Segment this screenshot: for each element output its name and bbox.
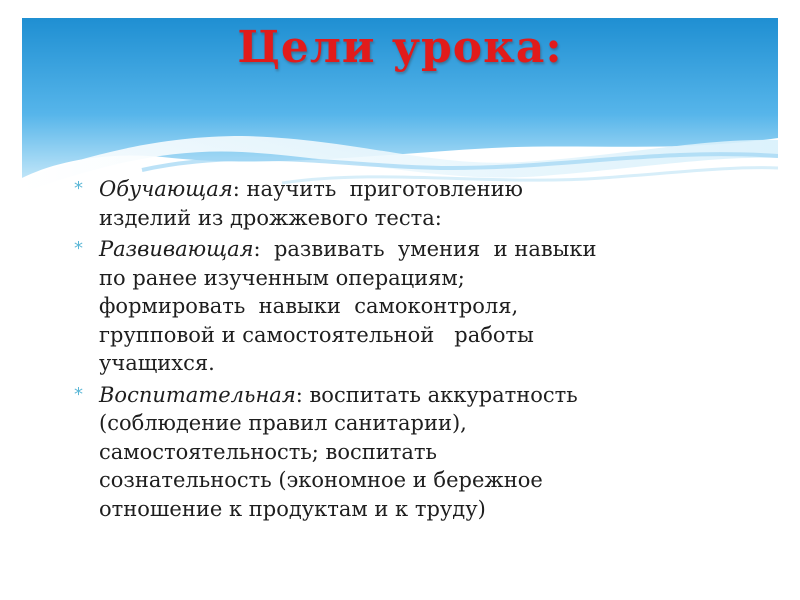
goal-teaching: [74, 175, 724, 232]
goal-developing-type: Развивающая: [99, 237, 254, 261]
goal-developing-line-1: [99, 235, 724, 264]
slide-title: Цели урока:: [237, 22, 563, 73]
goal-educational-line-4: сознательность (экономное и бережное: [99, 468, 543, 492]
goal-teaching-line-2: изделий из дрожжевого теста:: [99, 205, 442, 230]
goal-educational-line-3: самостоятельность; воспитать: [99, 439, 437, 464]
goal-educational-text-1: : воспитать аккуратность: [295, 382, 578, 407]
goal-developing-line-4: групповой и самостоятельной работы: [99, 322, 534, 347]
goal-educational: [74, 381, 724, 524]
goal-teaching-line-1: [99, 175, 724, 204]
goal-developing-text-1: : развивать умения и навыки: [253, 237, 597, 261]
goal-educational-type: Воспитательная: [99, 382, 296, 407]
asterisk-bullet-icon: *: [74, 383, 83, 405]
goal-developing: [74, 235, 724, 378]
goal-developing-line-5: учащихся.: [99, 351, 215, 375]
goal-educational-line-1: [99, 381, 724, 410]
goal-educational-line-2: (соблюдение правил санитарии),: [99, 411, 467, 435]
asterisk-bullet-icon: *: [74, 238, 83, 259]
goal-developing-line-3: формировать навыки самоконтроля,: [99, 294, 519, 318]
goal-teaching-text-1: : научить приготовлению: [232, 177, 523, 201]
goal-developing-line-2: по ранее изученным операциям;: [99, 265, 465, 290]
goal-educational-line-5: отношение к продуктам и к труду): [99, 496, 486, 521]
asterisk-bullet-icon: *: [74, 178, 83, 199]
goal-teaching-type: Обучающая: [99, 177, 233, 201]
goals-list: [74, 175, 724, 526]
